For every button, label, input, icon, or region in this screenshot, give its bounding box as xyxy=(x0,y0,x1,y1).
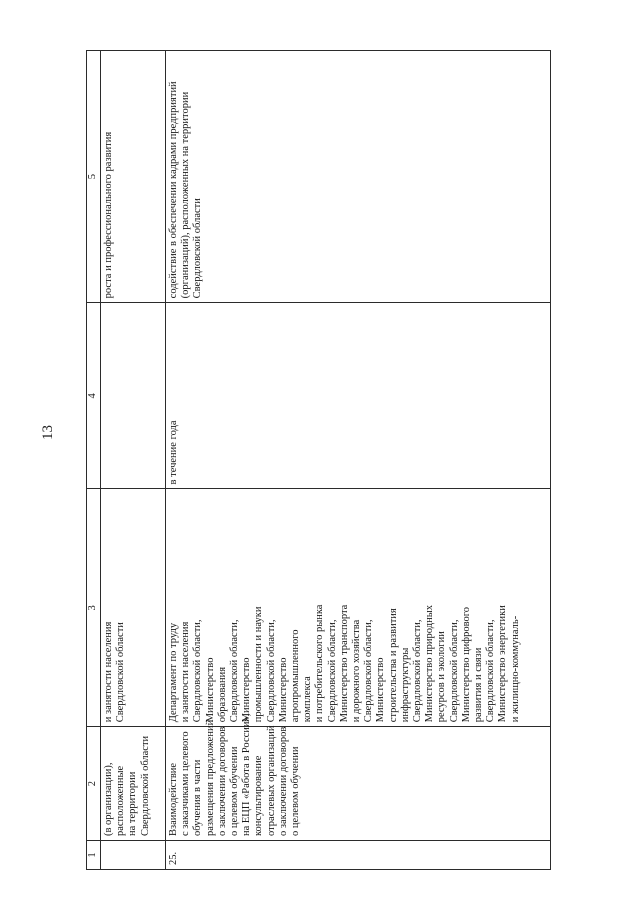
cell-line: и занятости населения xyxy=(180,621,192,723)
cell-line: отраслевых организаций xyxy=(265,725,277,837)
responsible-cell xyxy=(101,489,166,727)
cell-line: Свердловской области, xyxy=(265,619,277,723)
cell-line: на ЕЦП «Работа в России», xyxy=(241,713,253,837)
cell-line: строительства и развития xyxy=(387,608,399,723)
header-col-2: 2 xyxy=(87,727,101,841)
cell-line: образования xyxy=(216,666,228,723)
cell-line: развития и связи xyxy=(473,647,485,723)
cell-line: Министерство энергетики xyxy=(497,605,509,723)
cell-line: Свердловской области, xyxy=(412,619,424,723)
cell-line: агропромышленного xyxy=(290,629,302,723)
deadline-cell xyxy=(101,303,166,489)
cell-line: о заключении договоров xyxy=(216,726,228,837)
cell-line: о целевом обучении xyxy=(290,746,302,837)
deadline-cell: в течение года xyxy=(166,303,551,489)
cell-line: Министерство транспорта xyxy=(338,604,350,723)
header-col-5: 5 xyxy=(87,51,101,303)
table-header-row xyxy=(87,51,101,870)
row-number xyxy=(101,841,166,870)
page-number: 13 xyxy=(40,425,56,440)
cell-line: Свердловской области, xyxy=(448,619,460,723)
cell-line: и занятости населения xyxy=(103,621,114,723)
cell-line: промышленности и науки xyxy=(253,606,265,723)
cell-line: комплекса xyxy=(302,676,314,723)
cell-line: (организаций), расположенных на территории xyxy=(180,91,192,299)
cell-line: о целевом обучении xyxy=(229,746,241,837)
cell-line: Департамент по труду xyxy=(168,622,179,723)
cell-line: размещения предложений xyxy=(204,719,216,837)
cell-line: расположенные xyxy=(115,765,127,837)
cell-line: Свердловской области, xyxy=(326,619,338,723)
plan-table xyxy=(86,50,551,870)
header-col-1: 1 xyxy=(87,841,101,870)
cell-line: содействие в обеспечении кадрами предприятий xyxy=(168,81,179,299)
task-cell xyxy=(166,713,551,841)
cell-line: на территории xyxy=(127,771,139,837)
cell-line: Министерство xyxy=(241,657,253,723)
cell-line: консультирование xyxy=(253,755,265,837)
rotated-table-container xyxy=(86,50,586,870)
cell-line: Взаимодействие xyxy=(168,762,179,837)
row-number: 25. xyxy=(166,841,551,870)
cell-line: о заключении договоров xyxy=(277,726,289,837)
cell-line: инфраструктуры xyxy=(399,647,411,723)
cell-line: Свердловской области, xyxy=(229,619,241,723)
cell-line: Министерство цифрового xyxy=(460,606,472,723)
cell-line: Министерство xyxy=(375,657,387,723)
cell-line: Министерство xyxy=(204,657,216,723)
cell-line: и потребительского рынка xyxy=(314,604,326,723)
header-col-4: 4 xyxy=(87,303,101,489)
table-row xyxy=(101,51,166,870)
cell-line: обучения в части xyxy=(192,759,204,837)
cell-line: Министерство природных xyxy=(424,604,436,723)
cell-line: роста и профессионального развития xyxy=(103,131,114,299)
cell-line: Свердловской области xyxy=(139,735,151,837)
cell-line: Свердловской области, xyxy=(485,619,497,723)
cell-line: Свердловской области xyxy=(192,198,204,299)
cell-line: Свердловской области, xyxy=(363,619,375,723)
header-col-3: 3 xyxy=(87,489,101,727)
table-row xyxy=(166,51,551,870)
cell-line: Свердловской области xyxy=(115,622,127,723)
responsible-cell xyxy=(166,489,551,727)
cell-line: Свердловской области, xyxy=(192,619,204,723)
cell-line: и жилищно-коммуналь- xyxy=(509,615,521,723)
cell-line: с заказчиками целевого xyxy=(180,731,192,837)
cell-line: (в организации), xyxy=(103,762,114,837)
task-cell xyxy=(101,727,166,841)
cell-line: ресурсов и экологии xyxy=(436,631,448,723)
cell-line: Министерство xyxy=(277,657,289,723)
cell-line: и дорожного хозяйства xyxy=(351,619,363,723)
result-cell xyxy=(166,51,551,303)
result-cell xyxy=(101,51,166,303)
